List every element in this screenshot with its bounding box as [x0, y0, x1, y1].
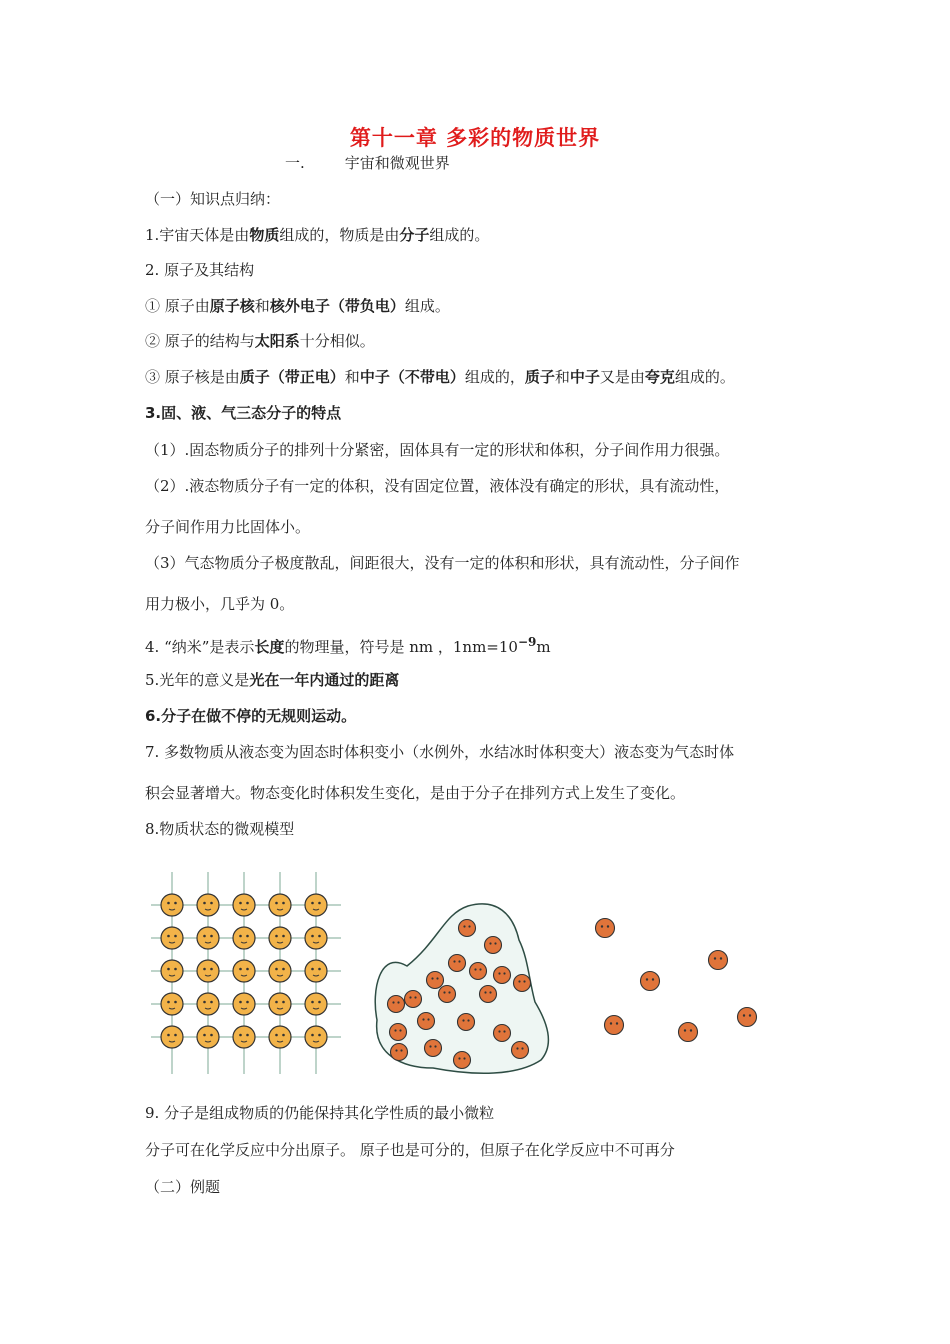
- gas-molecule: [605, 1016, 624, 1035]
- exponent: −9: [517, 635, 537, 649]
- keyword: 物质: [249, 226, 280, 244]
- molecule-eye: [607, 925, 609, 927]
- molecule-eye: [203, 968, 206, 971]
- molecule-eye: [453, 960, 455, 962]
- text: 组成的。: [429, 226, 490, 244]
- point-2-3: [145, 367, 735, 387]
- molecule-eye: [394, 1029, 396, 1031]
- point-3-2-line1: （2）.液态物质分子有一定的体积，没有固定位置，液体没有确定的形状，具有流动性，: [145, 477, 730, 495]
- solid-molecule: [269, 927, 291, 949]
- gas-molecule: [596, 919, 615, 938]
- molecule-eye: [714, 957, 716, 959]
- point-4: [145, 632, 551, 657]
- molecule-eye: [395, 1049, 397, 1051]
- solid-molecule: [233, 993, 255, 1015]
- molecule-eye: [400, 1049, 402, 1051]
- point-3-2-line2: 分子间作用力比固体小。: [145, 518, 311, 536]
- liquid-molecule: [494, 967, 511, 984]
- keyword: 太阳系: [254, 332, 300, 350]
- point-9-line1: 9. 分子是组成物质的仍能保持其化学性质的最小微粒: [145, 1104, 495, 1122]
- molecule-eye: [468, 925, 470, 927]
- liquid-molecule: [388, 996, 405, 1013]
- keyword: 夸克: [644, 368, 675, 386]
- gas-molecule: [679, 1023, 698, 1042]
- molecule-eye: [749, 1014, 751, 1016]
- solid-molecule: [161, 960, 183, 982]
- liquid-molecule: [418, 1013, 435, 1030]
- solid-molecule: [161, 1026, 183, 1048]
- molecule-eye: [431, 977, 433, 979]
- gas-molecule: [641, 972, 660, 991]
- solid-molecule: [305, 894, 327, 916]
- molecule-eye: [436, 977, 438, 979]
- molecule-eye: [246, 902, 249, 905]
- molecule-eye: [443, 991, 445, 993]
- point-3-3-line1: （3）气态物质分子极度散乱，间距很大，没有一定的体积和形状，具有流动性，分子间作: [145, 554, 740, 572]
- keyword: 质子: [524, 368, 555, 386]
- point-2-2: [145, 331, 375, 351]
- text: 的物理量，符号是 nm ，1nm=10: [284, 638, 518, 656]
- molecule-eye: [601, 925, 603, 927]
- solid-molecule: [233, 1026, 255, 1048]
- text: 1.宇宙天体是由: [145, 226, 250, 244]
- text: 组成的，物质是由: [279, 226, 400, 244]
- liquid-molecule: [390, 1024, 407, 1041]
- point-8: 8.物质状态的微观模型: [145, 820, 295, 838]
- point-7-line1: 7. 多数物质从液态变为固态时体积变小（水例外，水结冰时体积变大）液态变为气态时体: [145, 743, 735, 761]
- molecule-eye: [414, 996, 416, 998]
- liquid-molecule: [512, 1042, 529, 1059]
- molecule-eye: [422, 1018, 424, 1020]
- solid-molecule: [161, 993, 183, 1015]
- text: 组成的，: [464, 368, 525, 386]
- part2-heading: （二）例题: [145, 1178, 221, 1196]
- solid-molecule: [197, 960, 219, 982]
- molecule-eye: [318, 968, 321, 971]
- molecule-eye: [275, 968, 278, 971]
- text: ② 原子的结构与: [145, 332, 255, 350]
- text: 组成。: [404, 297, 450, 315]
- point-3-3-line2: 用力极小，几乎为 0。: [145, 595, 295, 613]
- solid-molecule: [269, 1026, 291, 1048]
- liquid-molecule: [425, 1040, 442, 1057]
- molecule-eye: [239, 902, 242, 905]
- molecule-eye: [210, 935, 213, 938]
- molecule-eye: [210, 1001, 213, 1004]
- molecule-eye: [282, 968, 285, 971]
- molecule-eye: [246, 1034, 249, 1037]
- molecule-eye: [521, 1047, 523, 1049]
- molecule-eye: [489, 991, 491, 993]
- text: 4. “纳米”是表示: [145, 638, 255, 656]
- molecule-eye: [282, 902, 285, 905]
- solid-molecule: [197, 894, 219, 916]
- molecule-eye: [239, 1034, 242, 1037]
- part1-heading: （一）知识点归纳：: [145, 190, 281, 208]
- solid-molecule: [269, 894, 291, 916]
- molecule-eye: [479, 968, 481, 970]
- solid-molecule: [161, 894, 183, 916]
- solid-molecule: [233, 927, 255, 949]
- molecule-eye: [448, 991, 450, 993]
- point-2-heading: 2. 原子及其结构: [145, 261, 255, 279]
- liquid-molecule: [485, 937, 502, 954]
- text: 又是由: [599, 368, 645, 386]
- point-9-line2: 分子可在化学反应中分出原子。 原子也是可分的，但原子在化学反应中不可再分: [145, 1141, 675, 1159]
- text: 和: [554, 368, 570, 386]
- molecule-eye: [690, 1029, 692, 1031]
- molecule-eye: [275, 1001, 278, 1004]
- keyword: 原子核: [209, 297, 255, 315]
- text: ① 原子由: [145, 297, 210, 315]
- molecule-eye: [239, 1001, 242, 1004]
- molecule-eye: [167, 935, 170, 938]
- molecule-eye: [318, 1001, 321, 1004]
- text: ③ 原子核是由: [145, 368, 240, 386]
- molecule-eye: [203, 1034, 206, 1037]
- molecule-eye: [174, 935, 177, 938]
- molecule-eye: [503, 972, 505, 974]
- molecule-eye: [646, 978, 648, 980]
- molecule-eye: [275, 1034, 278, 1037]
- point-3-1: （1）.固态物质分子的排列十分紧密，固体具有一定的形状和体积，分子间作用力很强。: [145, 441, 730, 459]
- molecule-eye: [203, 902, 206, 905]
- solid-molecule: [161, 927, 183, 949]
- molecule-eye: [397, 1001, 399, 1003]
- keyword: 固、液、气三态分子的特点: [161, 404, 342, 422]
- molecule-eye: [239, 935, 242, 938]
- section-title: 宇宙和微观世界: [344, 154, 450, 172]
- molecule-eye: [311, 1034, 314, 1037]
- molecule-eye: [282, 1001, 285, 1004]
- molecule-eye: [174, 968, 177, 971]
- molecule-eye: [275, 902, 278, 905]
- liquid-molecule: [449, 955, 466, 972]
- molecule-eye: [174, 902, 177, 905]
- text: 和: [254, 297, 270, 315]
- molecule-eye: [458, 960, 460, 962]
- text: 组成的。: [674, 368, 735, 386]
- molecule-eye: [311, 935, 314, 938]
- molecule-eye: [489, 942, 491, 944]
- molecule-eye: [503, 1030, 505, 1032]
- molecule-eye: [610, 1022, 612, 1024]
- molecule-eye: [399, 1029, 401, 1031]
- solid-molecule: [233, 894, 255, 916]
- solid-molecule: [233, 960, 255, 982]
- molecule-eye: [318, 1034, 321, 1037]
- molecule-eye: [282, 1034, 285, 1037]
- keyword: 光在一年内通过的距离: [249, 671, 400, 689]
- keyword: 长度: [254, 638, 285, 656]
- text: 十分相似。: [299, 332, 375, 350]
- point-5: [145, 670, 399, 690]
- molecule-eye: [652, 978, 654, 980]
- molecule-eye: [458, 1057, 460, 1059]
- molecule-eye: [246, 968, 249, 971]
- molecule-eye: [174, 1034, 177, 1037]
- liquid-molecule: [391, 1044, 408, 1061]
- molecule-eye: [318, 902, 321, 905]
- liquid-molecule: [454, 1052, 471, 1069]
- point-2-1: [145, 296, 450, 316]
- unit: m: [536, 638, 551, 656]
- molecule-eye: [318, 935, 321, 938]
- section-number: 一.: [285, 154, 305, 172]
- molecule-eye: [167, 1001, 170, 1004]
- solid-molecule: [305, 993, 327, 1015]
- molecule-eye: [684, 1029, 686, 1031]
- molecule-eye: [210, 902, 213, 905]
- molecule-eye: [167, 902, 170, 905]
- molecule-eye: [311, 902, 314, 905]
- keyword: 中子（不带电）: [359, 368, 465, 386]
- molecule-eye: [210, 968, 213, 971]
- molecular-model-figure: [145, 862, 785, 1090]
- keyword: 中子: [569, 368, 600, 386]
- molecule-eye: [275, 935, 278, 938]
- molecule-eye: [516, 1047, 518, 1049]
- molecule-eye: [210, 1034, 213, 1037]
- molecule-eye: [463, 1057, 465, 1059]
- molecule-eye: [409, 996, 411, 998]
- molecule-eye: [282, 935, 285, 938]
- liquid-molecule: [459, 920, 476, 937]
- solid-molecule: [269, 960, 291, 982]
- molecule-eye: [311, 968, 314, 971]
- molecule-eye: [167, 1034, 170, 1037]
- molecule-eye: [174, 1001, 177, 1004]
- solid-molecule: [197, 993, 219, 1015]
- liquid-molecule: [480, 986, 497, 1003]
- text: 3.: [145, 404, 162, 422]
- point-1: [145, 225, 489, 245]
- molecule-eye: [518, 980, 520, 982]
- molecule-eye: [523, 980, 525, 982]
- liquid-molecule: [514, 975, 531, 992]
- liquid-molecule: [458, 1014, 475, 1031]
- solid-molecule: [197, 1026, 219, 1048]
- gas-molecule: [738, 1008, 757, 1027]
- point-7-line2: 积会显著增大。物态变化时体积发生变化，是由于分子在排列方式上发生了变化。: [145, 784, 686, 802]
- text: 和: [344, 368, 360, 386]
- molecule-eye: [498, 1030, 500, 1032]
- solid-molecule: [305, 1026, 327, 1048]
- molecule-eye: [498, 972, 500, 974]
- molecule-eye: [743, 1014, 745, 1016]
- liquid-molecule: [405, 991, 422, 1008]
- molecule-eye: [467, 1019, 469, 1021]
- section-heading: [285, 153, 450, 173]
- keyword: 质子（带正电）: [239, 368, 345, 386]
- text: 5.光年的意义是: [145, 671, 250, 689]
- molecule-eye: [392, 1001, 394, 1003]
- molecule-eye: [474, 968, 476, 970]
- molecule-eye: [311, 1001, 314, 1004]
- molecule-eye: [203, 935, 206, 938]
- chapter-title: 第十一章 多彩的物质世界: [349, 126, 601, 150]
- solid-molecule: [269, 993, 291, 1015]
- molecule-eye: [434, 1045, 436, 1047]
- liquid-molecule: [427, 972, 444, 989]
- keyword: 核外电子（带负电）: [269, 297, 405, 315]
- keyword: 分子: [399, 226, 430, 244]
- gas-molecule: [709, 951, 728, 970]
- liquid-molecule: [439, 986, 456, 1003]
- molecular-model-svg: [145, 862, 785, 1090]
- molecule-eye: [484, 991, 486, 993]
- solid-molecule: [305, 927, 327, 949]
- molecule-eye: [462, 1019, 464, 1021]
- molecule-eye: [239, 968, 242, 971]
- molecule-eye: [246, 935, 249, 938]
- molecule-eye: [463, 925, 465, 927]
- solid-molecule: [197, 927, 219, 949]
- molecule-eye: [167, 968, 170, 971]
- solid-molecule: [305, 960, 327, 982]
- molecule-eye: [246, 1001, 249, 1004]
- molecule-eye: [427, 1018, 429, 1020]
- molecule-eye: [720, 957, 722, 959]
- molecule-eye: [429, 1045, 431, 1047]
- molecule-eye: [203, 1001, 206, 1004]
- liquid-molecule: [494, 1025, 511, 1042]
- point-6: 6.分子在做不停的无规则运动。: [145, 707, 357, 725]
- liquid-molecule: [470, 963, 487, 980]
- molecule-eye: [494, 942, 496, 944]
- molecule-eye: [616, 1022, 618, 1024]
- point-3-heading: [145, 403, 341, 423]
